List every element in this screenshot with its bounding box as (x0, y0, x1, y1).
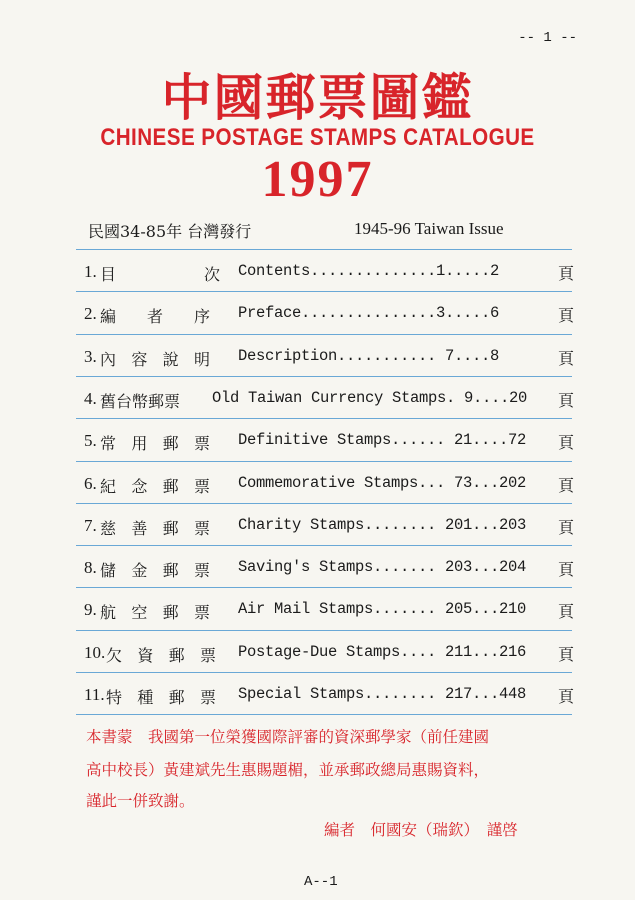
toc-page-label: 頁 (557, 560, 574, 580)
acknowledgement-line-1: 本書蒙 我國第一位榮獲國際評審的資深郵學家（前任建國 (86, 728, 490, 746)
toc-item-number: 7. (84, 515, 97, 535)
page-number: -- 1 -- (518, 30, 577, 46)
catalogue-title-chinese: 中國郵票圖鑑 (161, 68, 474, 127)
toc-item-chinese-glyph: 善 (131, 518, 148, 538)
toc-item-chinese-glyph: 郵 (162, 434, 179, 454)
toc-page-label: 頁 (557, 687, 574, 706)
editor-signature: 編者 何國安（瑞欽） 謹啓 (324, 821, 518, 839)
toc-item-chinese-glyph: 目 (100, 265, 117, 284)
toc-page-label: 頁 (557, 306, 574, 326)
toc-item-number: 9. (84, 600, 97, 620)
toc-row (84, 302, 574, 328)
toc-item-english-title: Old Taiwan Currency Stamps. 9....20 (212, 388, 528, 407)
toc-divider (76, 376, 572, 377)
toc-divider (76, 714, 572, 715)
toc-item-chinese-glyph: 序 (193, 307, 210, 327)
toc-row (84, 387, 574, 413)
toc-item-chinese-glyph: 慈 (100, 518, 117, 538)
toc-item-english-title: Preface...............3.....6 (238, 304, 500, 323)
toc-page-label: 頁 (557, 517, 574, 537)
toc-page-label: 頁 (557, 390, 574, 410)
toc-divider (76, 249, 572, 250)
acknowledgement-line-2: 高中校長）黃建斌先生惠賜題楣，並承郵政總局惠賜資料， (86, 761, 490, 779)
toc-item-english-title: Contents..............1.....2 (238, 262, 500, 280)
toc-item-chinese-glyph: 空 (131, 603, 148, 623)
toc-divider (76, 630, 572, 631)
toc-page-label: 頁 (557, 644, 574, 664)
toc-item-chinese-title (100, 558, 210, 581)
toc-item-chinese-glyph: 常 (100, 434, 117, 454)
toc-item-chinese-glyph: 種 (137, 688, 154, 707)
toc-row (84, 641, 574, 667)
toc-page-label: 頁 (557, 264, 574, 283)
toc-item-chinese-glyph: 票 (199, 688, 216, 707)
toc-item-chinese-title (100, 600, 210, 623)
toc-item-chinese-glyph: 票 (193, 603, 210, 623)
catalogue-title-english: CHINESE POSTAGE STAMPS CATALOGUE (100, 124, 535, 151)
toc-item-chinese-glyph: 航 (100, 603, 117, 623)
toc-row (84, 345, 574, 371)
toc-item-number: 4. (84, 388, 97, 408)
toc-row (84, 514, 574, 540)
toc-item-number: 3. (84, 346, 97, 366)
toc-item-chinese-title (100, 389, 180, 412)
toc-divider (76, 461, 572, 462)
toc-item-number: 11. (84, 685, 105, 704)
toc-item-chinese-glyph: 資 (137, 645, 154, 665)
toc-divider (76, 291, 572, 292)
toc-item-chinese-glyph: 票 (199, 645, 216, 665)
toc-row (84, 472, 574, 498)
toc-row (84, 260, 574, 286)
toc-item-chinese-glyph: 儲 (100, 561, 117, 581)
toc-item-chinese-glyph: 郵 (162, 518, 179, 538)
toc-page-label: 頁 (557, 475, 574, 495)
toc-item-english-title: Description........... 7....8 (238, 346, 500, 365)
toc-page-label: 頁 (557, 433, 574, 453)
toc-item-chinese-title (100, 431, 210, 454)
toc-item-number: 5. (84, 431, 97, 451)
footer-page-code: A--1 (304, 874, 338, 890)
issue-period-chinese: 民國34-85年 台灣發行 (88, 222, 252, 241)
toc-item-chinese-title (100, 304, 210, 327)
toc-row (84, 429, 574, 455)
toc-item-chinese-glyph: 票 (193, 518, 210, 538)
toc-item-english-title: Definitive Stamps...... 21....72 (238, 431, 527, 450)
toc-divider (76, 672, 572, 673)
toc-item-chinese-glyph: 紀 (100, 476, 117, 496)
toc-divider (76, 334, 572, 335)
toc-item-chinese-glyph: 郵 (162, 476, 179, 496)
toc-item-chinese-title (100, 474, 210, 497)
toc-item-chinese-title (100, 347, 210, 370)
issue-period-english: 1945-96 Taiwan Issue (354, 219, 504, 238)
toc-item-chinese-glyph: 者 (146, 307, 163, 327)
toc-item-number: 6. (84, 473, 97, 493)
toc-item-chinese-glyph: 郵 (162, 561, 179, 581)
toc-item-chinese-glyph: 舊台幣郵票 (100, 391, 181, 411)
toc-item-english-title: Special Stamps........ 217...448 (238, 685, 527, 703)
toc-page-label: 頁 (557, 348, 574, 368)
toc-item-number: 1. (84, 262, 97, 281)
toc-item-chinese-glyph: 票 (193, 476, 210, 496)
acknowledgement-line-3: 謹此一併致謝。 (86, 792, 195, 810)
toc-item-number: 8. (84, 558, 97, 578)
toc-item-chinese-glyph: 票 (193, 434, 210, 454)
toc-item-english-title: Air Mail Stamps....... 205...210 (238, 600, 527, 619)
toc-item-chinese-glyph: 編 (100, 307, 117, 327)
toc-row (84, 683, 574, 709)
toc-item-number: 10. (84, 642, 106, 662)
toc-item-chinese-glyph: 金 (131, 561, 148, 581)
toc-row (84, 556, 574, 582)
catalogue-year: 1997 (261, 151, 374, 208)
toc-item-chinese-title (106, 685, 216, 708)
toc-item-chinese-glyph: 念 (131, 476, 148, 496)
toc-row (84, 598, 574, 624)
toc-divider (76, 503, 572, 504)
toc-item-english-title: Charity Stamps........ 201...203 (238, 515, 527, 534)
toc-item-chinese-glyph: 次 (203, 265, 220, 284)
toc-item-chinese-glyph: 容 (131, 349, 148, 369)
toc-item-chinese-glyph: 票 (193, 561, 210, 581)
toc-item-chinese-glyph: 郵 (168, 645, 185, 665)
toc-item-number: 2. (84, 304, 97, 324)
toc-divider (76, 545, 572, 546)
toc-item-chinese-glyph: 郵 (168, 688, 185, 707)
toc-item-english-title: Postage-Due Stamps.... 211...216 (238, 642, 527, 661)
toc-divider (76, 418, 572, 419)
toc-item-chinese-glyph: 用 (131, 434, 148, 454)
toc-page-label: 頁 (557, 602, 574, 622)
toc-item-chinese-glyph: 欠 (106, 645, 123, 665)
toc-item-chinese-glyph: 內 (100, 349, 117, 369)
toc-item-chinese-glyph: 郵 (162, 603, 179, 623)
toc-item-english-title: Commemorative Stamps... 73...202 (238, 473, 527, 492)
toc-item-chinese-title (100, 262, 220, 285)
toc-item-chinese-glyph: 明 (193, 349, 210, 369)
toc-item-english-title: Saving's Stamps....... 203...204 (238, 558, 527, 577)
toc-item-chinese-glyph: 說 (162, 349, 179, 369)
toc-item-chinese-title (100, 516, 210, 539)
toc-item-chinese-title (106, 643, 216, 666)
toc-item-chinese-glyph: 特 (106, 688, 123, 707)
toc-divider (76, 587, 572, 588)
